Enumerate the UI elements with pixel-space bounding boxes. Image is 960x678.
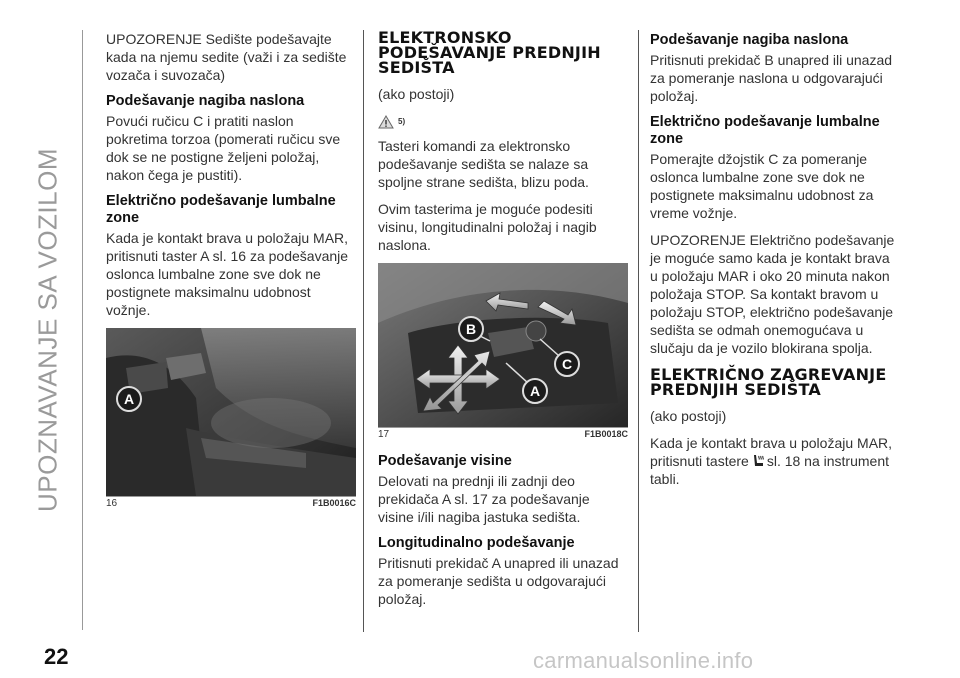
paragraph-seat-heating	[650, 434, 900, 488]
column-2	[378, 30, 628, 617]
figure-label-a: A	[116, 386, 142, 412]
figure-number: 16	[106, 498, 118, 509]
reference-line	[378, 112, 628, 131]
caption-rule	[106, 496, 356, 497]
figure-caption	[378, 429, 628, 443]
caption-rule	[378, 427, 628, 428]
figure-number: 17	[378, 429, 390, 441]
text-fragment: sl. 18 na instrument tabli.	[650, 453, 889, 487]
watermark: carmanualsonline.info	[533, 648, 754, 673]
paragraph: Kada je kontakt brava u položaju MAR, pritisnuti taster A sl. 16 za podešavanje oslonca lumbalne zone sve dok ne postignete maksimalnu udobnost vožnje.	[106, 230, 349, 318]
note-reference: 5)	[398, 117, 406, 127]
main-section-heading: ELEKTRIČNO ZAGREVANJE PREDNJIH SEDIŠTA	[650, 365, 887, 399]
paragraph: Pritisnuti prekidač B unapred ili unazad za pomeranje naslona u odgovarajući položaj.	[650, 52, 893, 104]
page-number: 22	[44, 644, 69, 669]
chapter-title: UPOZNAVANJE SA VOZILOM	[32, 148, 63, 512]
main-section-heading: ELEKTRONSKO PODEŠAVANJE PREDNJIH SEDIŠTA	[378, 28, 601, 77]
seat-side-illustration	[106, 328, 356, 496]
paragraph: Pritisnuti prekidač A unapred ili unazad za pomeranje sedišta u odgovarajući položaj.	[378, 555, 619, 608]
column-3	[650, 30, 900, 497]
paragraph: Delovati na prednji ili zadnji deo prekidača A sl. 17 za podešavanje visine i/ili nagiba jastuka sedišta.	[378, 473, 590, 526]
optional-note: (ako postoji)	[650, 408, 727, 424]
figure-code: F1B0016C	[312, 498, 356, 508]
seat-heater-icon	[750, 453, 766, 469]
column-divider	[363, 30, 364, 632]
paragraph: Ovim tasterima je moguće podesiti visinu, longitudinalni položaj i nagib naslona.	[378, 201, 597, 254]
section-heading: Podešavanje nagiba naslona	[650, 32, 849, 48]
figure-label-c: C	[554, 351, 580, 377]
figure-17-seat-controls-photo	[378, 263, 628, 427]
warning-paragraph: UPOZORENJE Sedište podešavajte kada na njemu sedite (važi i za sedište vozača i suvozača)	[106, 31, 347, 83]
sidebar-divider	[82, 30, 83, 630]
figure-caption	[106, 498, 356, 512]
seat-controls-illustration	[378, 263, 628, 427]
section-heading: Longitudinalno podešavanje	[378, 535, 575, 552]
section-heading: Podešavanje nagiba naslona	[106, 93, 305, 109]
section-heading: Električno podešavanje lumbalne zone	[650, 114, 880, 147]
column-divider	[638, 30, 639, 632]
section-heading: Električno podešavanje lumbalne zone	[106, 193, 336, 226]
optional-note: (ako postoji)	[378, 86, 455, 102]
paragraph: Povući ručicu C i pratiti naslon pokretima torzoa (pomerati ručicu sve dok se ne postigne željeni položaj, nakon čega je pustiti).	[106, 113, 341, 183]
figure-16-seat-lumbar-photo	[106, 328, 356, 496]
warning-paragraph: UPOZORENJE Električno podešavanje je moguće samo kada je kontakt brava u položaju MAR i oko 20 minuta nakon položaja STOP. Sa kontakt bravom u položaju STOP, električno podešavanje sedišta se odmah onemogućava u slučaju da je vozilo blokirana spolja.	[650, 232, 895, 356]
section-heading: Podešavanje visine	[378, 453, 512, 470]
figure-label-b: B	[458, 316, 484, 342]
paragraph: Pomerajte džojstik C za pomeranje oslonca lumbalne zone sve dok ne postignete maksimalnu udobnost za vreme vožnje.	[650, 151, 874, 221]
warning-triangle-icon	[378, 115, 394, 129]
figure-label-a: A	[522, 378, 548, 404]
paragraph: Tasteri komandi za elektronsko podešavanje sedišta se nalaze sa spoljne strane sedišta, blizu poda.	[378, 138, 589, 191]
column-1	[106, 30, 356, 522]
figure-code: F1B0018C	[584, 429, 628, 440]
text-fragment: Kada je kontakt brava u položaju MAR, pritisnuti tastere	[650, 435, 893, 469]
